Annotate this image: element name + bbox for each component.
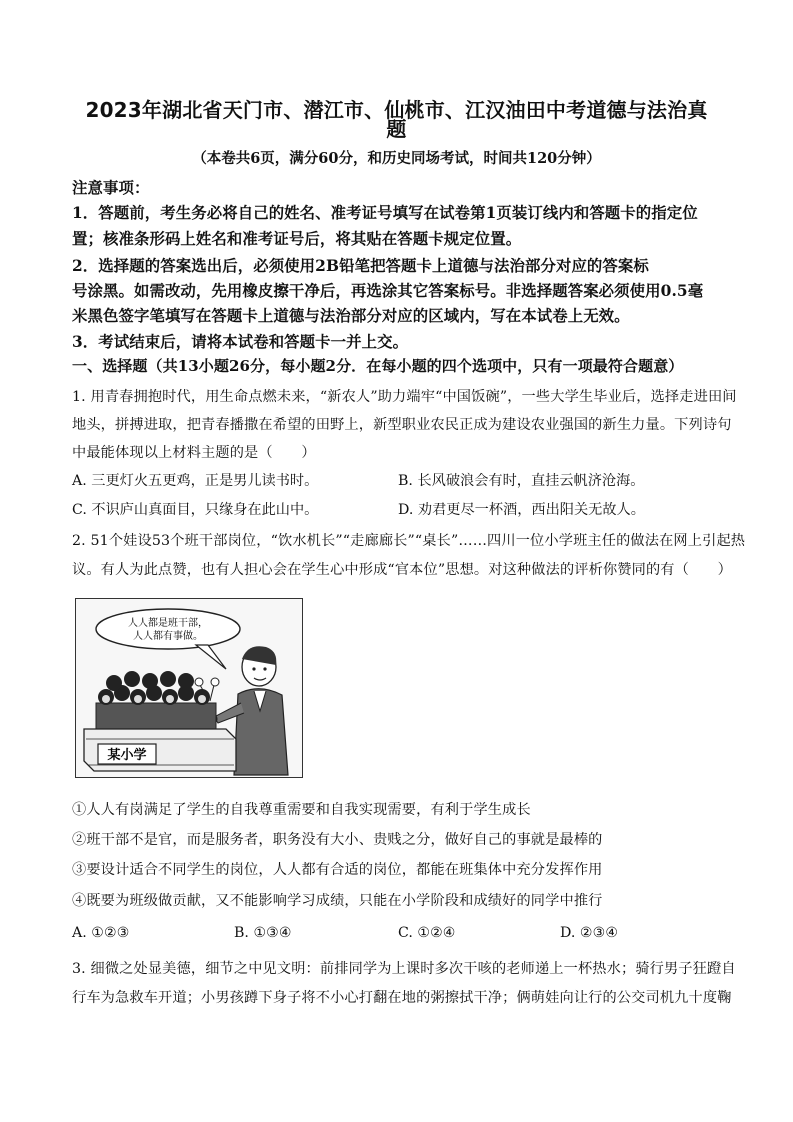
cartoon-image xyxy=(75,598,303,778)
notice-line: 米黑色签字笔填写在答题卡上道德与法治部分对应的区域内，写在本试卷上无效。 xyxy=(72,307,630,325)
exam-title-line1: 2023年湖北省天门市、潜江市、仙桃市、江汉油田中考道德与法治真 xyxy=(85,98,708,122)
q2-text-line: 议。有人为此点赞，也有人担心会在学生心中形成“官本位”思想。对这种做法的评析你赞同的有（ ） xyxy=(72,562,732,578)
q3-text-line: 3. 细微之处显美德，细节之中见文明：前排同学为上课时多次干咳的老师递上一杯热水；骑行男子狂蹬自 xyxy=(72,961,736,977)
section-heading: 一、选择题（共13小题26分，每小题2分．在每小题的四个选项中，只有一项最符合题意） xyxy=(72,357,684,375)
q2-statement-1: ①人人有岗满足了学生的自我尊重需要和自我实现需要，有利于学生成长 xyxy=(72,802,531,818)
q1-option-b: B. 长风破浪会有时，直挂云帆济沧海。 xyxy=(398,473,645,489)
notice-heading: 注意事项： xyxy=(72,179,150,197)
exam-subtitle: （本卷共6页，满分60分，和历史同场考试，时间共120分钟） xyxy=(192,150,601,167)
notice-line: 1．答题前，考生务必将自己的姓名、准考证号填写在试卷第1页装订线内和答题卡的指定位 xyxy=(72,204,698,222)
notice-line: 3．考试结束后，请将本试卷和答题卡一并上交。 xyxy=(72,333,409,351)
q1-option-c: C. 不识庐山真面目，只缘身在此山中。 xyxy=(72,502,319,518)
speech-text-line: 人人都是班干部， xyxy=(128,618,208,629)
q2-statement-3: ③要设计适合不同学生的岗位，人人都有合适的岗位，都能在班集体中充分发挥作用 xyxy=(72,862,603,878)
q2-statement-4: ④既要为班级做贡献，又不能影响学习成绩，只能在小学阶段和成绩好的同学中推行 xyxy=(72,893,603,909)
book-pedestal xyxy=(84,729,236,771)
q2-option-a: A. ①②③ xyxy=(72,925,130,941)
q2-option-d: D. ②③④ xyxy=(560,925,619,941)
book-label: 某小学 xyxy=(107,748,147,763)
q2-option-c: C. ①②④ xyxy=(398,925,456,941)
q1-text-line: 1. 用青春拥抱时代，用生命点燃未来，“新农人”助力端牢“中国饭碗”，一些大学生毕业后，选择走进田间 xyxy=(72,389,737,405)
q2-statement-2: ②班干部不是官，而是服务者，职务没有大小、贵贱之分，做好自己的事就是最棒的 xyxy=(72,832,603,848)
q1-text-line: 地头，拼搏进取，把青春播撒在希望的田野上，新型职业农民正成为建设农业强国的新生力量。下列诗句 xyxy=(72,417,732,433)
notice-line: 号涂黑。如需改动，先用橡皮擦干净后，再选涂其它答案标号。非选择题答案必须使用0.5毫 xyxy=(72,282,704,300)
q3-text-line: 行车为急救车开道；小男孩蹲下身子将不小心打翻在地的粥擦拭干净；俩萌娃向让行的公交司机九十度鞠 xyxy=(72,990,732,1006)
q1-option-a: A. 三更灯火五更鸡，正是男儿读书时。 xyxy=(72,473,319,489)
notice-line: 置；核准条形码上姓名和准考证号后，将其贴在答题卡规定位置。 xyxy=(72,230,522,248)
q1-option-d: D. 劝君更尽一杯酒，西出阳关无故人。 xyxy=(398,502,645,518)
q2-text-line: 2. 51个娃设53个班干部岗位，“饮水机长”“走廊廊长”“桌长”……四川一位小学班主任的做法在网上引起热 xyxy=(72,533,746,549)
cartoon-drawing xyxy=(76,599,302,777)
notice-line: 2．选择题的答案选出后，必须使用2B铅笔把答题卡上道德与法治部分对应的答案标 xyxy=(72,257,649,275)
q2-option-b: B. ①③④ xyxy=(234,925,292,941)
speech-text-line: 人人都有事做。 xyxy=(133,631,203,642)
q1-text-line: 中最能体现以上材料主题的是（ ） xyxy=(72,445,316,461)
exam-title-line2: 题 xyxy=(386,117,407,141)
